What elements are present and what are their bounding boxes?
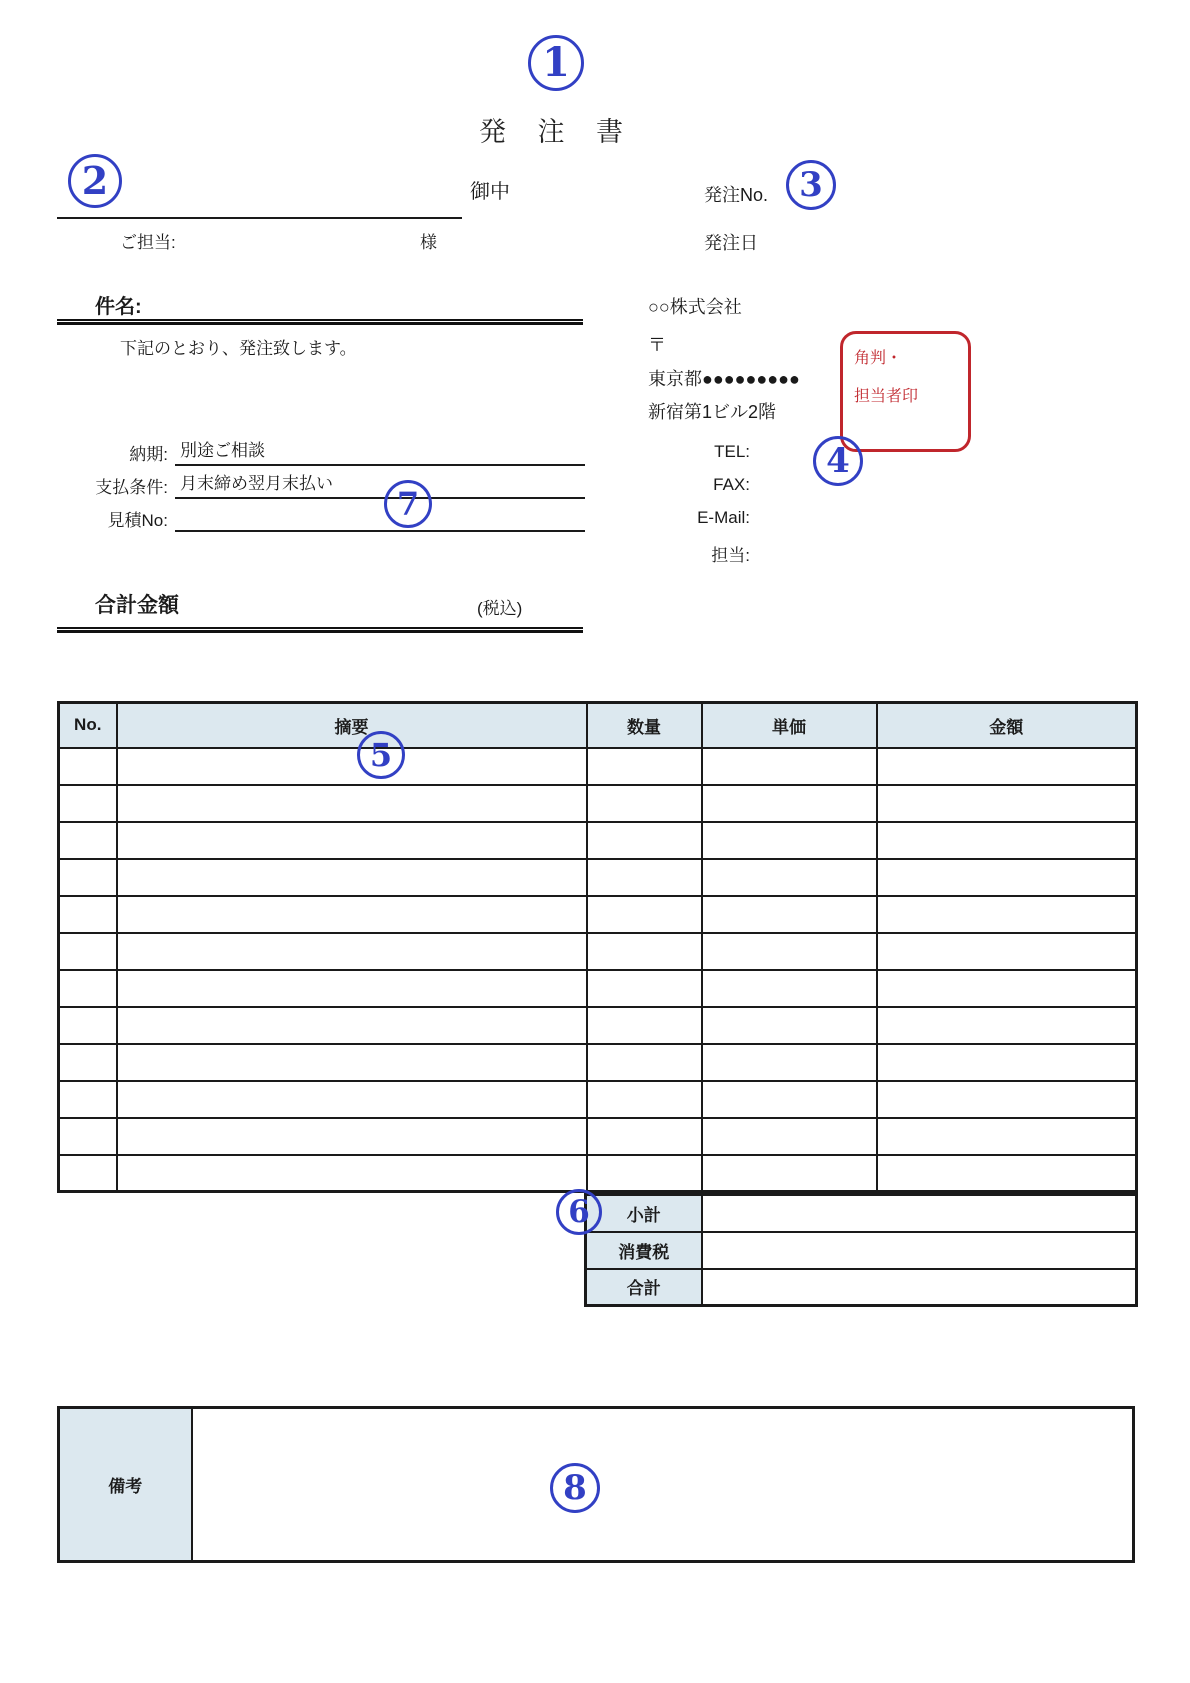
item-cell[interactable] (702, 1081, 877, 1118)
item-row (59, 748, 1137, 785)
item-cell[interactable] (587, 1118, 702, 1155)
grand-total-value-cell[interactable] (702, 1269, 1137, 1306)
item-cell[interactable] (117, 1118, 587, 1155)
document-title: 発 注 書 (478, 117, 635, 147)
item-cell[interactable] (702, 896, 877, 933)
items-header-row (59, 703, 1137, 748)
item-cell[interactable] (59, 785, 117, 822)
item-cell[interactable] (59, 1044, 117, 1081)
item-row (59, 1007, 1137, 1044)
issuer-company: ○○株式会社 (648, 297, 742, 317)
item-cell[interactable] (117, 1007, 587, 1044)
item-cell[interactable] (117, 1155, 587, 1192)
item-cell[interactable] (117, 785, 587, 822)
total-amount-label: 合計金額 (95, 594, 179, 617)
item-cell[interactable] (877, 1044, 1137, 1081)
subtotal-label: 小計 (586, 1195, 702, 1232)
delivery-label: 納期: (129, 445, 168, 464)
annotation-circle-8: 8 (550, 1463, 600, 1513)
col-header-amount: 金額 (877, 703, 1137, 748)
item-cell[interactable] (59, 748, 117, 785)
tax-label: 消費税 (586, 1232, 702, 1269)
tax-value-cell[interactable] (702, 1232, 1137, 1269)
item-cell[interactable] (117, 748, 587, 785)
item-cell[interactable] (117, 1044, 587, 1081)
item-cell[interactable] (117, 859, 587, 896)
annotation-circle-6: 6 (556, 1189, 602, 1235)
item-cell[interactable] (702, 785, 877, 822)
item-row (59, 896, 1137, 933)
email-label: E-Mail: (697, 508, 750, 527)
delivery-field-line[interactable] (175, 464, 585, 466)
issuer-address-line1: 東京都●●●●●●●●● (648, 369, 800, 389)
item-cell[interactable] (587, 970, 702, 1007)
item-cell[interactable] (877, 748, 1137, 785)
item-cell[interactable] (702, 748, 877, 785)
stamp-note (854, 340, 918, 415)
item-cell[interactable] (702, 1044, 877, 1081)
subtotal-row (586, 1195, 1137, 1232)
item-cell[interactable] (59, 822, 117, 859)
annotation-circle-7: 7 (384, 480, 432, 528)
quote-no-label: 見積No: (107, 511, 168, 530)
item-cell[interactable] (877, 1081, 1137, 1118)
item-cell[interactable] (877, 859, 1137, 896)
payment-label: 支払条件: (95, 478, 168, 497)
annotation-circle-1: 1 (528, 35, 584, 91)
item-cell[interactable] (702, 1155, 877, 1192)
item-cell[interactable] (877, 1007, 1137, 1044)
item-cell[interactable] (59, 970, 117, 1007)
item-cell[interactable] (877, 822, 1137, 859)
item-row (59, 1081, 1137, 1118)
recipient-honorific: 御中 (470, 181, 510, 203)
payment-field-line[interactable] (175, 497, 585, 499)
item-cell[interactable] (587, 1155, 702, 1192)
item-cell[interactable] (877, 896, 1137, 933)
annotation-circle-5: 5 (357, 731, 405, 779)
person-in-charge-label: 担当: (711, 546, 750, 565)
subject-label: 件名: (95, 296, 142, 318)
item-cell[interactable] (702, 933, 877, 970)
item-cell[interactable] (702, 970, 877, 1007)
order-no-label: 発注No. (704, 185, 769, 205)
item-cell[interactable] (877, 1118, 1137, 1155)
item-row (59, 933, 1137, 970)
delivery-value[interactable]: 別途ご相談 (180, 441, 265, 460)
item-cell[interactable] (59, 859, 117, 896)
item-cell[interactable] (587, 822, 702, 859)
contact-person-label: ご担当: (120, 233, 176, 252)
item-cell[interactable] (587, 748, 702, 785)
total-amount-underline (57, 627, 583, 633)
item-cell[interactable] (877, 970, 1137, 1007)
item-cell[interactable] (59, 1118, 117, 1155)
item-cell[interactable] (587, 1081, 702, 1118)
stamp-note-line2: 担当者印 (854, 387, 919, 405)
tax-row (586, 1232, 1137, 1269)
items-body (59, 748, 1137, 1192)
item-cell[interactable] (117, 822, 587, 859)
item-cell[interactable] (877, 1155, 1137, 1192)
payment-value[interactable]: 月末締め翌月末払い (180, 474, 333, 493)
item-cell[interactable] (59, 1007, 117, 1044)
items-table (57, 701, 1138, 1193)
item-cell[interactable] (59, 1155, 117, 1192)
item-row (59, 1118, 1137, 1155)
item-row (59, 822, 1137, 859)
item-cell[interactable] (587, 1044, 702, 1081)
item-cell[interactable] (702, 859, 877, 896)
item-cell[interactable] (59, 896, 117, 933)
item-cell[interactable] (117, 1081, 587, 1118)
quote-field-line[interactable] (175, 530, 585, 532)
intro-text: 下記のとおり、発注致します。 (120, 339, 357, 358)
item-cell[interactable] (702, 1118, 877, 1155)
item-cell[interactable] (117, 933, 587, 970)
issuer-address-line2: 新宿第1ビル2階 (648, 402, 777, 422)
item-cell[interactable] (702, 1007, 877, 1044)
col-header-description: 摘要 (117, 703, 587, 748)
item-cell[interactable] (117, 896, 587, 933)
item-row (59, 859, 1137, 896)
remarks-label: 備考 (59, 1408, 192, 1562)
issuer-postal-mark: 〒 (648, 335, 666, 355)
annotation-circle-4: 4 (813, 436, 863, 486)
stamp-note-line1: 角判・ (854, 350, 903, 367)
item-cell[interactable] (117, 970, 587, 1007)
subtotal-value-cell[interactable] (702, 1195, 1137, 1232)
item-cell[interactable] (59, 933, 117, 970)
item-cell[interactable] (587, 933, 702, 970)
item-cell[interactable] (877, 785, 1137, 822)
remarks-content-cell[interactable] (192, 1408, 1134, 1562)
recipient-name-line[interactable] (57, 217, 462, 219)
item-cell[interactable] (587, 785, 702, 822)
grand-total-row (586, 1269, 1137, 1306)
col-header-no: No. (59, 703, 117, 748)
item-row (59, 970, 1137, 1007)
tel-label: TEL: (714, 442, 750, 461)
item-cell[interactable] (877, 933, 1137, 970)
annotation-circle-2: 2 (68, 154, 122, 208)
fax-label: FAX: (713, 475, 750, 494)
summary-table (584, 1193, 1138, 1307)
col-header-unit-price: 単価 (702, 703, 877, 748)
item-row (59, 1155, 1137, 1192)
tax-included-note: (税込) (477, 599, 523, 618)
item-cell[interactable] (702, 822, 877, 859)
subject-underline (57, 319, 583, 325)
item-cell[interactable] (587, 1007, 702, 1044)
item-row (59, 785, 1137, 822)
annotation-circle-3: 3 (786, 160, 836, 210)
order-date-label: 発注日 (704, 233, 758, 253)
contact-honorific: 様 (420, 233, 437, 252)
item-cell[interactable] (59, 1081, 117, 1118)
item-row (59, 1044, 1137, 1081)
col-header-quantity: 数量 (587, 703, 702, 748)
item-cell[interactable] (587, 859, 702, 896)
item-cell[interactable] (587, 896, 702, 933)
grand-total-label: 合計 (586, 1269, 702, 1306)
